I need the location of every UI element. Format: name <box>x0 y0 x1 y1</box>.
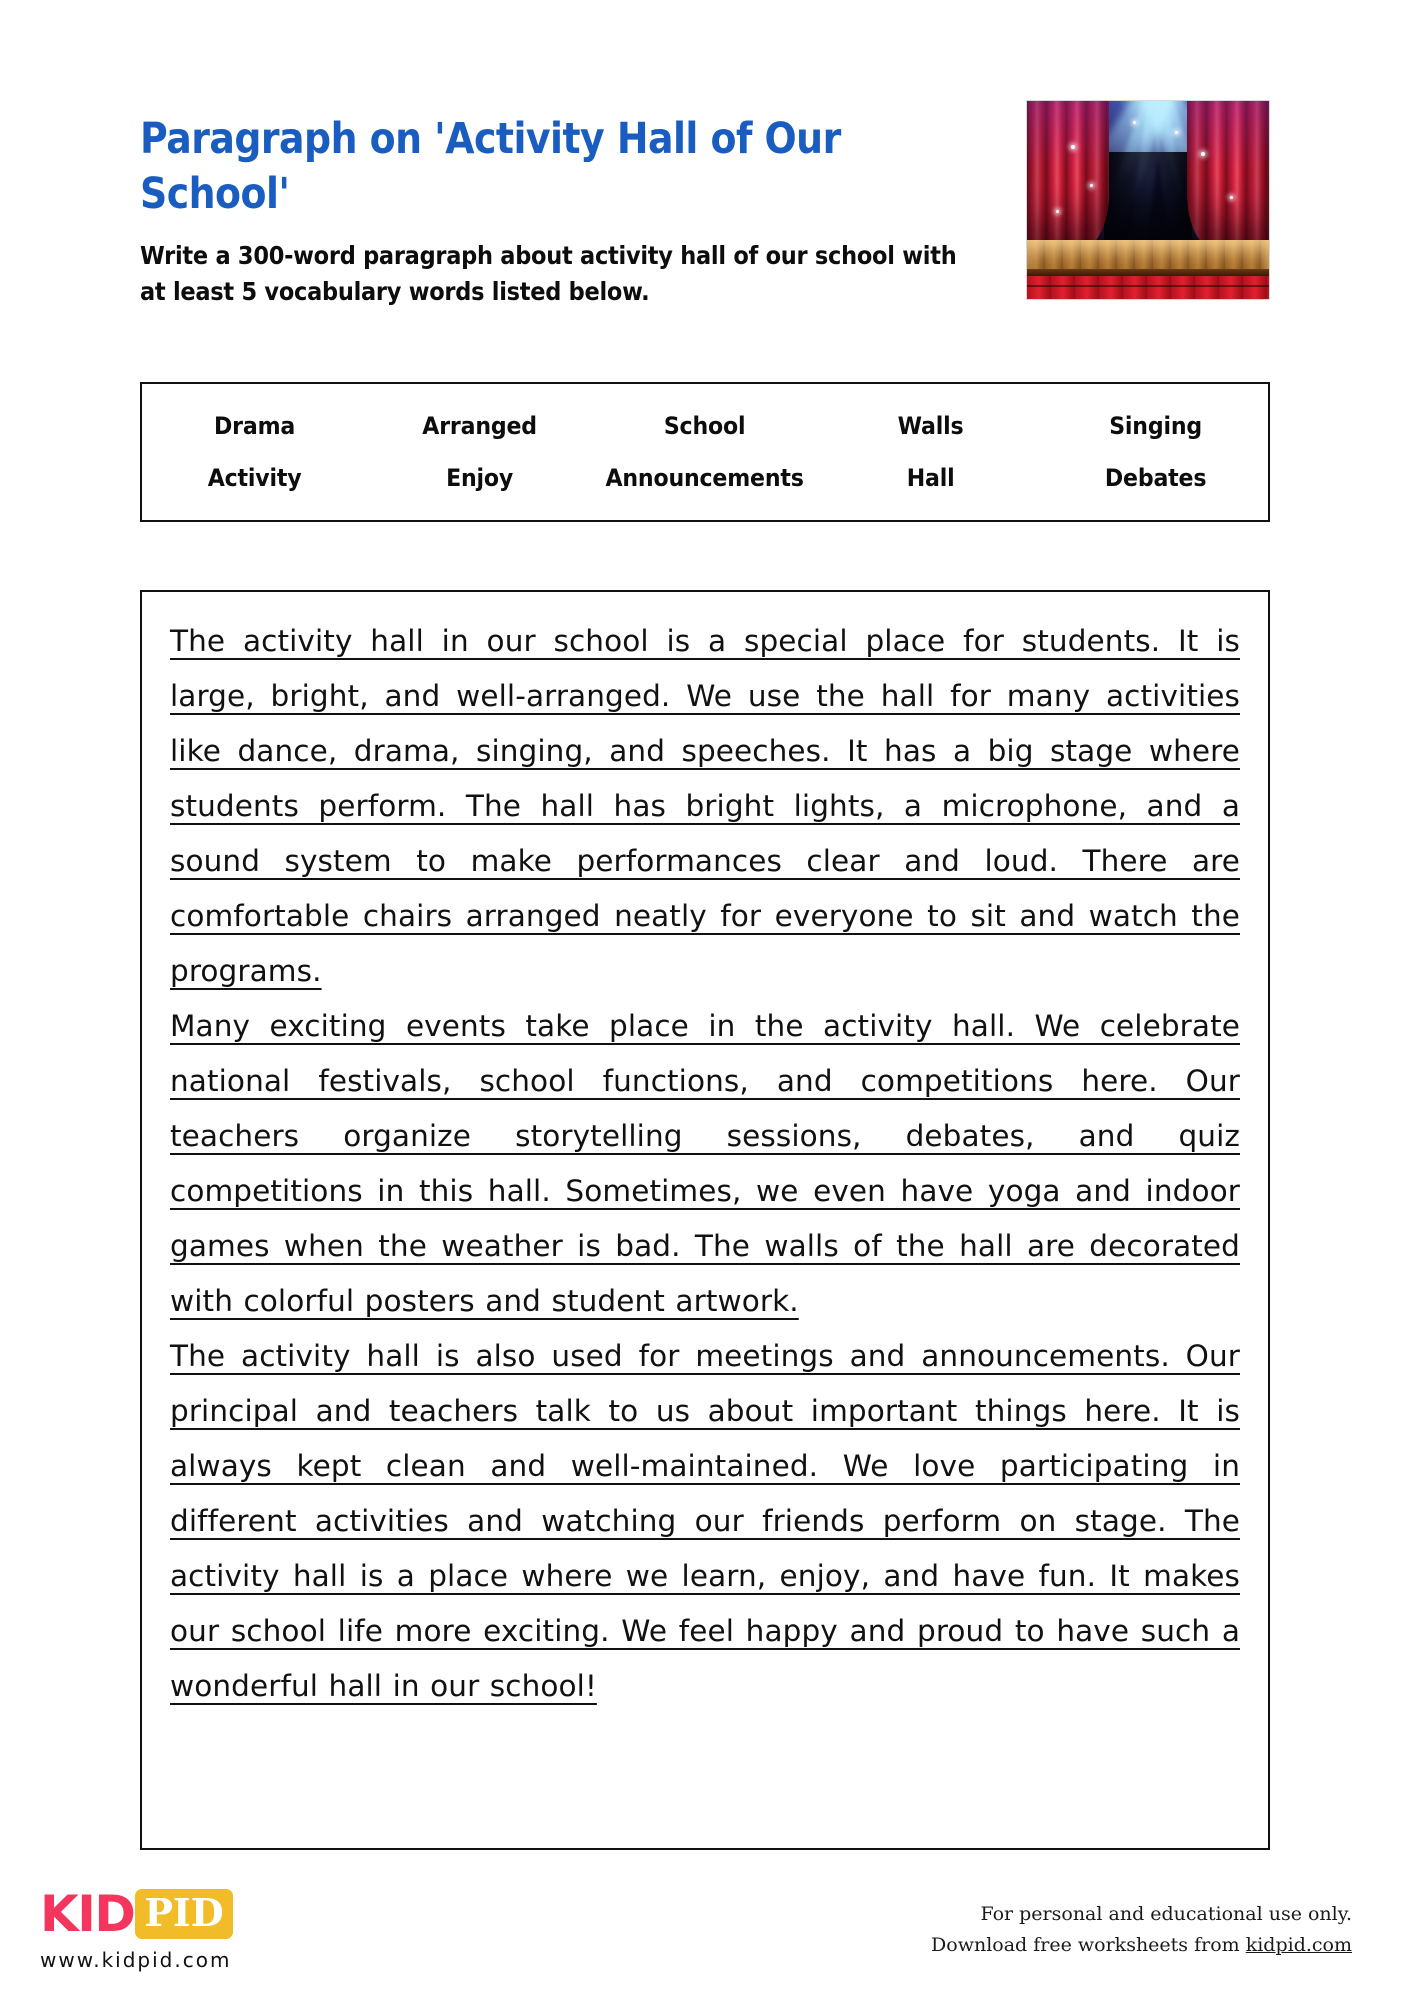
footer-notice-line-1: For personal and educational use only. <box>980 1903 1352 1926</box>
logo-kid-text: KID <box>40 1885 135 1943</box>
sparkle-icon <box>1056 210 1059 213</box>
logo-pid-badge: PID <box>135 1889 232 1939</box>
vocabulary-word: Singing <box>1109 412 1202 440</box>
vocabulary-word: Announcements <box>605 464 805 492</box>
audience-seats <box>1027 276 1269 299</box>
worksheet-instructions: Write a 300-word paragraph about activity hall of our school with at least 5 vocabulary words listed below. <box>140 241 957 306</box>
worksheet-header <box>140 100 1270 309</box>
answer-paragraph: The activity hall is also used for meetings and announcements. Our principal and teachers talk to us about important things here. It is always kept clean and well-maintained. We love participating in different activities and watching our friends perform on stage. The activity hall is a place where we learn, enjoy, and have fun. It makes our school life more exciting. We feel happy and proud to have such a wonderful hall in our school! <box>170 1339 1240 1703</box>
theater-stage-image <box>1026 100 1270 300</box>
stage-curtain-right <box>1187 101 1269 251</box>
vocabulary-box <box>140 382 1270 522</box>
vocabulary-word: Activity <box>207 464 302 492</box>
vocabulary-word: Debates <box>1104 464 1207 492</box>
sparkle-icon <box>1175 131 1178 134</box>
vocabulary-word: School <box>664 412 746 440</box>
vocabulary-word: Drama <box>214 412 296 440</box>
footer-notice-prefix: Download free worksheets from <box>931 1933 1246 1956</box>
brand-website-url[interactable]: www.kidpid.com <box>40 1948 232 1972</box>
answer-paragraph: The activity hall in our school is a special place for students. It is large, bright, and well-arranged. We use the hall for many activities like dance, drama, singing, and speeches. It has a big stage where students perform. The hall has bright lights, a microphone, and a sound system to make performances clear and loud. There are comfortable chairs arranged neatly for everyone to sit and watch the programs. <box>170 624 1240 988</box>
kidpid-link[interactable]: kidpid.com <box>1245 1933 1352 1956</box>
vocabulary-word: Hall <box>906 464 955 492</box>
answer-box[interactable] <box>140 590 1270 1850</box>
kidpid-branding[interactable] <box>40 1885 233 1972</box>
stage-dark-center <box>1104 152 1191 251</box>
vocabulary-row <box>142 452 1268 504</box>
page-title: Paragraph on 'Activity Hall of Our School' <box>140 114 841 220</box>
vocabulary-word: Walls <box>897 412 964 440</box>
header-text-block <box>140 100 980 309</box>
vocabulary-word: Enjoy <box>446 464 514 492</box>
kidpid-logo[interactable] <box>40 1885 233 1943</box>
footer-notice-line-2 <box>931 1930 1352 1960</box>
footer-usage-notice <box>931 1899 1352 1960</box>
answer-paragraph: Many exciting events take place in the activity hall. We celebrate national festivals, school functions, and competitions here. Our teachers organize storytelling sessions, debates, and quiz competitions in this hall. Sometimes, we even have yoga and indoor games when the weather is bad. The walls of the hall are decorated with colorful posters and student artwork. <box>170 1009 1240 1318</box>
stage-floor <box>1027 240 1269 272</box>
vocabulary-word: Arranged <box>422 412 538 440</box>
stage-curtain-left <box>1027 101 1109 251</box>
vocabulary-row <box>142 400 1268 452</box>
sparkle-icon <box>1071 145 1075 149</box>
answer-text <box>170 614 1240 1714</box>
page-footer <box>0 1870 1414 2000</box>
